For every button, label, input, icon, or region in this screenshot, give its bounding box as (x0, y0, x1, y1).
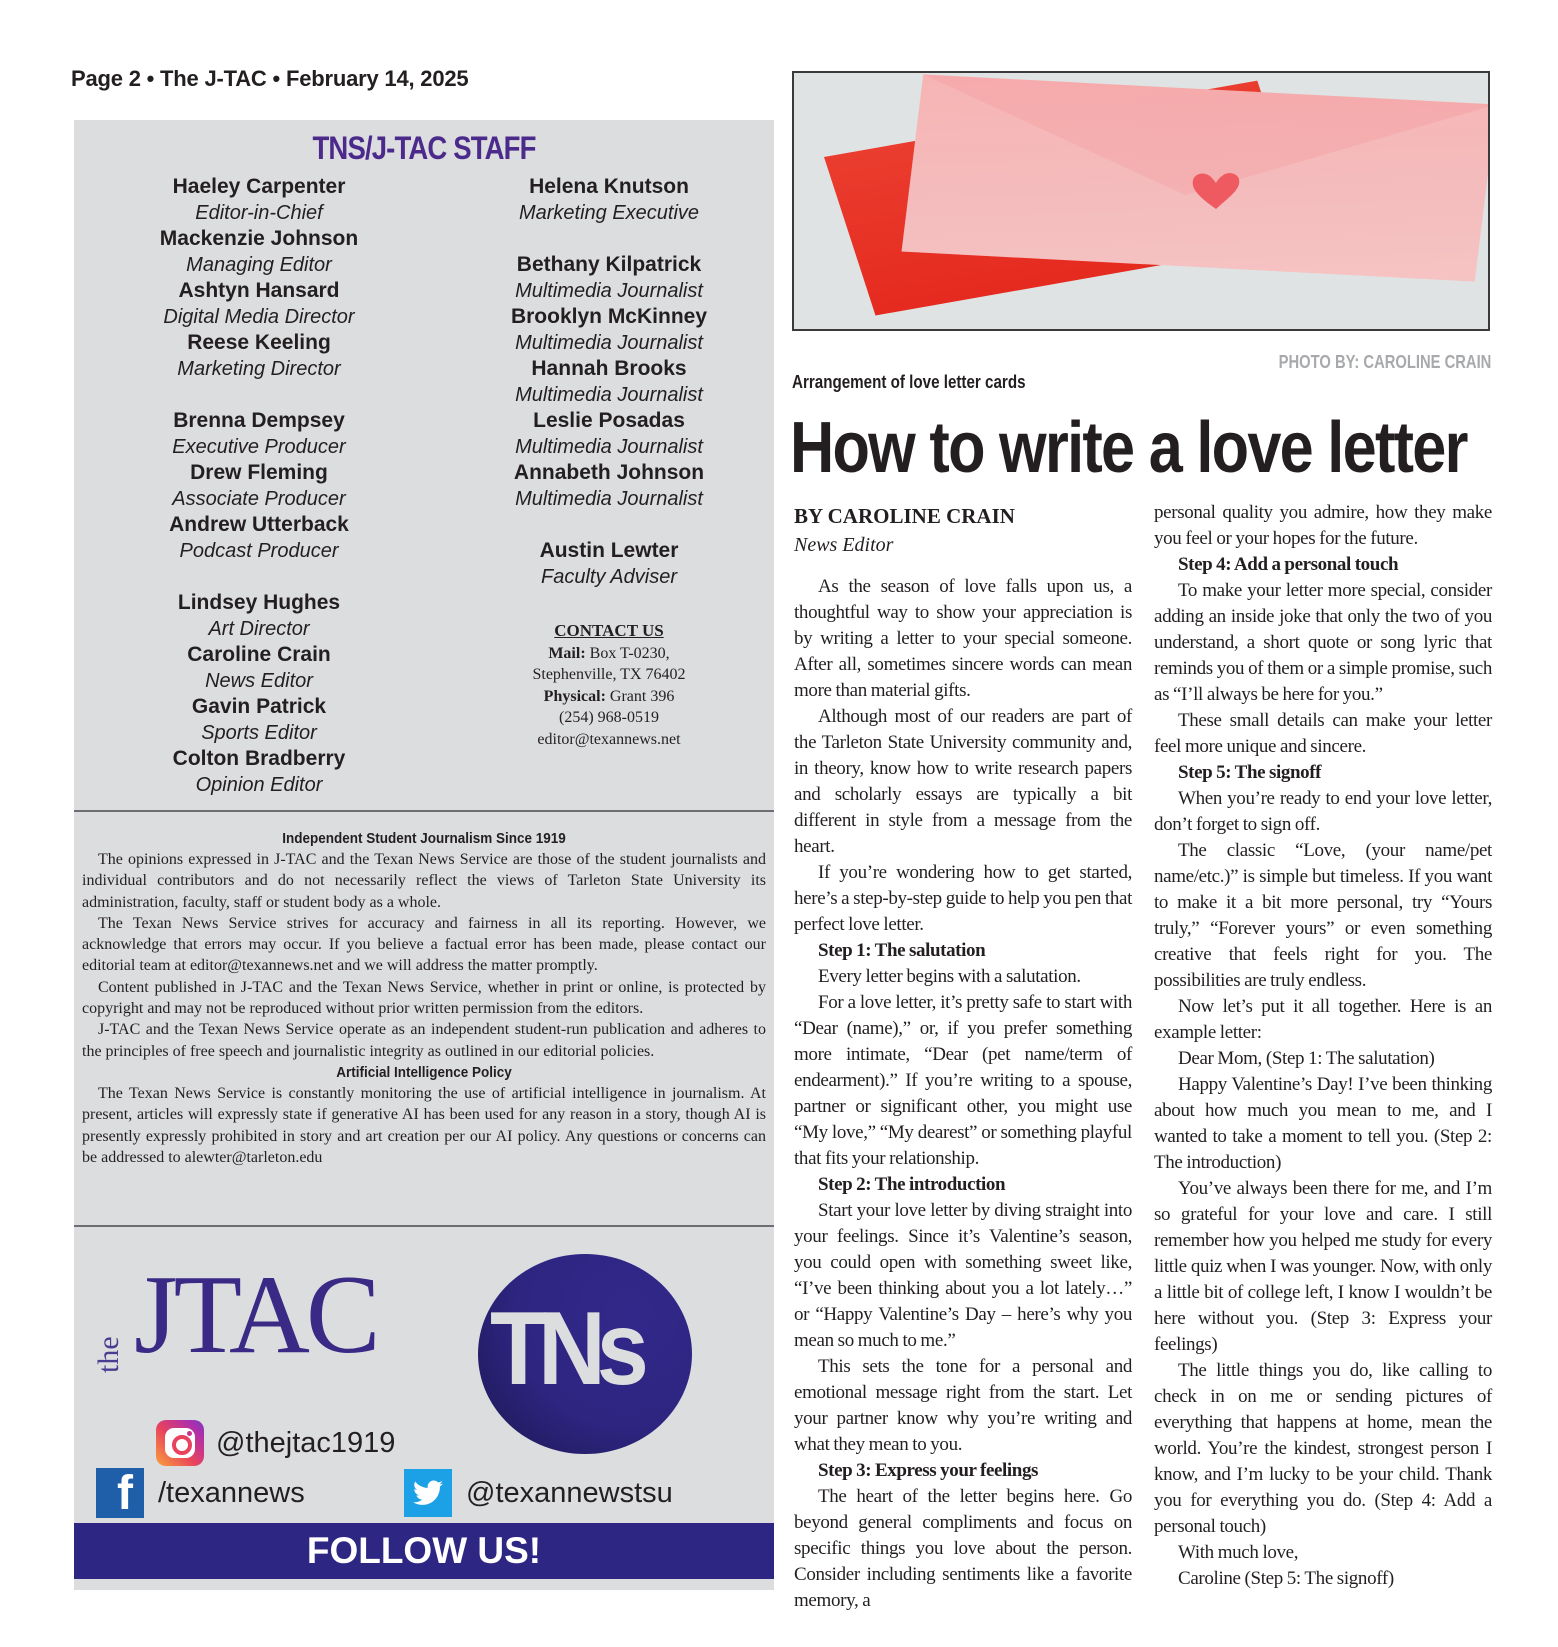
heart-icon (1189, 171, 1243, 211)
staff-entry (459, 538, 759, 590)
divider (74, 810, 774, 812)
staff-role: Multimedia Journalist (515, 280, 703, 302)
staff-entry (94, 590, 424, 642)
policy-paragraph: The opinions expressed in J-TAC and the Texan News Service are those of the student journalists and individual contributors and do not necessarily reflect the views of Tarleton State University its administration, faculty, staff or student body as a whole. (82, 851, 766, 911)
contact-phone: (254) 968-0519 (559, 709, 659, 726)
staff-role: Sports Editor (201, 722, 317, 744)
staff-entry (94, 642, 424, 694)
facebook-link[interactable] (96, 1468, 305, 1518)
staff-box (74, 120, 774, 1590)
physical-label: Physical: (543, 687, 606, 705)
page-folio: Page 2 • The J-TAC • February 14, 2025 (71, 66, 469, 91)
staff-name: Caroline Crain (187, 643, 331, 666)
staff-name: Bethany Kilpatrick (516, 253, 702, 276)
staff-role: Multimedia Journalist (515, 332, 703, 354)
staff-entry (94, 330, 424, 382)
staff-name: Brooklyn McKinney (510, 305, 708, 328)
staff-entry (94, 174, 424, 226)
article-paragraph: This sets the tone for a personal and emotional message right from the start. Let your partner know why you’re writing and what they mean to you. (794, 1356, 1132, 1455)
contact-heading: CONTACT US (554, 621, 664, 640)
staff-name: Brenna Dempsey (173, 409, 345, 432)
twitter-link[interactable] (404, 1469, 673, 1517)
staff-name: Ashtyn Hansard (178, 279, 340, 302)
step-heading: Step 1: The salutation (818, 940, 986, 961)
letter-line: Happy Valentine’s Day! I’ve been thinking about how much you mean to me, and I wanted to take a moment to tell you. (Step 2: The introduction) (1154, 1074, 1492, 1173)
staff-name: Lindsey Hughes (177, 591, 341, 614)
staff-entry (459, 460, 759, 512)
step-heading: Step 5: The signoff (1178, 762, 1322, 783)
step-heading: Step 3: Express your feelings (818, 1460, 1039, 1481)
staff-name: Mackenzie Johnson (159, 227, 359, 250)
policy-title: Independent Student Journalism Since 1919 (282, 830, 566, 847)
contact-physical (459, 686, 759, 708)
staff-column-1 (94, 174, 424, 798)
step-heading: Step 2: The introduction (818, 1174, 1006, 1195)
article-column-2 (1154, 500, 1492, 1592)
article-paragraph: personal quality you admire, how they make you feel or your hopes for the future. (1154, 502, 1492, 549)
article-paragraph: When you’re ready to end your love letter, don’t forget to sign off. (1154, 788, 1492, 835)
article-paragraph: The classic “Love, (your name/pet name/etc.)” is simple but timeless. If you want to make it a bit more personal, try “Yours truly,” “Forever yours” or even something creative that feels right for you. The possibilities are truly endless. (1154, 840, 1492, 991)
staff-role: Multimedia Journalist (515, 488, 703, 510)
staff-role: Associate Producer (172, 488, 346, 510)
article-paragraph: As the season of love falls upon us, a thoughtful way to show your appreciation is by writing a letter to your special someone. After all, sometimes sincere words can mean more than material gifts. (794, 576, 1132, 701)
staff-name: Hannah Brooks (531, 357, 687, 380)
staff-entry (459, 356, 759, 408)
letter-line: The little things you do, like calling to check in on me or sending pictures of everything that happens at home, mean the world. You’re the kindest, strongest person I know, and I’m lucky to be your child. Thank you for everything you do. (Step 4: Add a personal touch) (1154, 1360, 1492, 1537)
mail-label: Mail: (548, 644, 586, 662)
staff-role: Faculty Adviser (541, 566, 677, 588)
article-paragraph: These small details can make your letter feel more unique and sincere. (1154, 710, 1492, 757)
physical-value: Grant 396 (605, 687, 675, 705)
staff-role: Multimedia Journalist (515, 384, 703, 406)
twitter-handle: @texannewstsu (466, 1476, 673, 1509)
letter-line: With much love, (1178, 1542, 1299, 1563)
article-paragraph: Every letter begins with a salutation. (818, 966, 1081, 987)
tns-logo-text: TNs (490, 1291, 640, 1407)
article-paragraph: Although most of our readers are part of the Tarleton State University community and, in theory, know how to write research papers and scholarly essays are typically a bit different in style from a message from the heart. (794, 706, 1132, 857)
policy-paragraph: J-TAC and the Texan News Service operate as an independent student-run publication and adheres to the principles of free speech and journalistic integrity as outlined in our editorial policies. (82, 1021, 766, 1060)
staff-entry (94, 408, 424, 460)
staff-name: Leslie Posadas (533, 409, 685, 432)
policy-paragraph: Content published in J-TAC and the Texan News Service, whether in print or online, is protected by copyright and may not be reproduced without prior written permission from the editors. (82, 978, 766, 1018)
staff-entry (459, 174, 759, 226)
letter-line: You’ve always been there for me, and I’m so grateful for your love and care. I still remember how you helped me study for every little quiz when I was younger. Now, with only a little bit of college left, I know I wouldn’t be here without you. (Step 3: Express your feelings) (1154, 1178, 1492, 1355)
article-paragraph: The heart of the letter begins here. Go beyond general compliments and focus on specific things you love about the person. Consider including sentiments like a favorite memory, a (794, 1486, 1132, 1611)
article-column-1 (794, 502, 1132, 1614)
instagram-link[interactable] (156, 1420, 395, 1466)
staff-entry (94, 694, 424, 746)
step-heading: Step 4: Add a personal touch (1178, 554, 1399, 575)
facebook-handle: /texannews (158, 1476, 305, 1509)
staff-role: Marketing Executive (518, 202, 700, 224)
divider (74, 1225, 774, 1227)
article-headline: How to write a love letter (790, 408, 1467, 488)
staff-column-2 (459, 174, 759, 590)
byline-role: News Editor (794, 534, 894, 556)
contact-email[interactable]: editor@texannews.net (537, 730, 681, 748)
staff-role: Marketing Director (177, 358, 341, 380)
staff-name: Helena Knutson (529, 175, 689, 198)
staff-name: Drew Fleming (190, 461, 328, 484)
instagram-handle: @thejtac1919 (216, 1426, 396, 1459)
article-paragraph: Start your love letter by diving straight into your feelings. Since it’s Valentine’s season, you could open with something sweet like, “I’ve been thinking about you a lot lately…” or “Happy Valentine’s Day – here’s why you mean so much to me.” (794, 1200, 1132, 1351)
photo-credit: PHOTO BY: CAROLINE CRAIN (1278, 352, 1491, 372)
staff-entry (94, 746, 424, 798)
staff-name: Annabeth Johnson (513, 461, 705, 484)
follow-us-banner: FOLLOW US! (74, 1523, 774, 1579)
letter-line: Caroline (Step 5: The signoff) (1178, 1568, 1394, 1589)
staff-role: Multimedia Journalist (515, 436, 703, 458)
contact-city: Stephenville, TX 76402 (532, 666, 686, 683)
article-paragraph: For a love letter, it’s pretty safe to start with “Dear (name),” or, if you prefer something more intimate, “Dear (pet name/term of endearment).” If you’re writing to a spouse, partner or significant other, you might use “My love,” “My dearest” or something playful that fits your relationship. (794, 992, 1132, 1169)
byline: BY CAROLINE CRAIN (794, 504, 1015, 528)
staff-role: Executive Producer (172, 436, 346, 458)
ai-policy-title: Artificial Intelligence Policy (336, 1063, 512, 1081)
staff-role: Podcast Producer (179, 540, 339, 562)
ai-policy-paragraph: The Texan News Service is constantly monitoring the use of artificial intelligence in journalism. At present, articles will expressly state if generative AI has been used for any reason in a story, though AI is presently expressly prohibited in story and art creation per our AI policy. Any questions or concerns can be addressed to alewter@tarleton.edu (82, 1084, 766, 1166)
staff-name: Gavin Patrick (191, 695, 327, 718)
staff-role: Editor-in-Chief (195, 202, 323, 224)
jtac-logo-word: JTAC (134, 1253, 377, 1377)
article-paragraph: Now let’s put it all together. Here is an example letter: (1154, 996, 1492, 1043)
staff-role: Managing Editor (186, 254, 332, 276)
contact-block (459, 620, 759, 750)
staff-name: Austin Lewter (539, 539, 679, 562)
tns-logo (478, 1254, 692, 1454)
staff-entry (459, 252, 759, 304)
letter-line: Dear Mom, (Step 1: The salutation) (1178, 1048, 1435, 1069)
staff-role: News Editor (205, 670, 313, 692)
staff-role: Opinion Editor (195, 774, 323, 796)
editorial-policy (82, 828, 766, 1168)
jtac-logo (92, 1253, 396, 1385)
article-photo (792, 71, 1490, 331)
staff-entry (459, 304, 759, 356)
staff-name: Andrew Utterback (169, 513, 349, 536)
staff-name: Haeley Carpenter (172, 175, 346, 198)
article-paragraph: To make your letter more special, consider adding an inside joke that only the two of you understand, a short quote or song lyric that reminds you of them or a simple promise, such as “I’ll always be here for you.” (1154, 580, 1492, 705)
contact-mail (459, 643, 759, 665)
instagram-icon (156, 1420, 204, 1466)
staff-name: Colton Bradberry (172, 747, 346, 770)
staff-title: TNS/J-TAC STAFF (312, 130, 536, 166)
staff-entry (94, 512, 424, 564)
staff-entry (94, 460, 424, 512)
staff-name: Reese Keeling (187, 331, 331, 354)
mail-value: Box T-0230, (585, 644, 670, 662)
staff-entry (94, 278, 424, 330)
policy-paragraph: The Texan News Service strives for accuracy and fairness in all its reporting. However, we acknowledge that errors may occur. If you believe a factual error has been made, please contact our editorial team at editor@texannews.net and we will address the matter promptly. (82, 914, 766, 975)
staff-role: Art Director (208, 618, 310, 640)
staff-entry (94, 226, 424, 278)
jtac-logo-the: the (92, 1336, 125, 1373)
article-paragraph: If you’re wondering how to get started, here’s a step-by-step guide to help you pen that perfect love letter. (794, 862, 1132, 935)
staff-role: Digital Media Director (163, 306, 355, 328)
photo-caption: Arrangement of love letter cards (792, 371, 1026, 392)
facebook-icon: f (96, 1468, 144, 1518)
staff-entry (459, 408, 759, 460)
twitter-icon (404, 1469, 452, 1517)
